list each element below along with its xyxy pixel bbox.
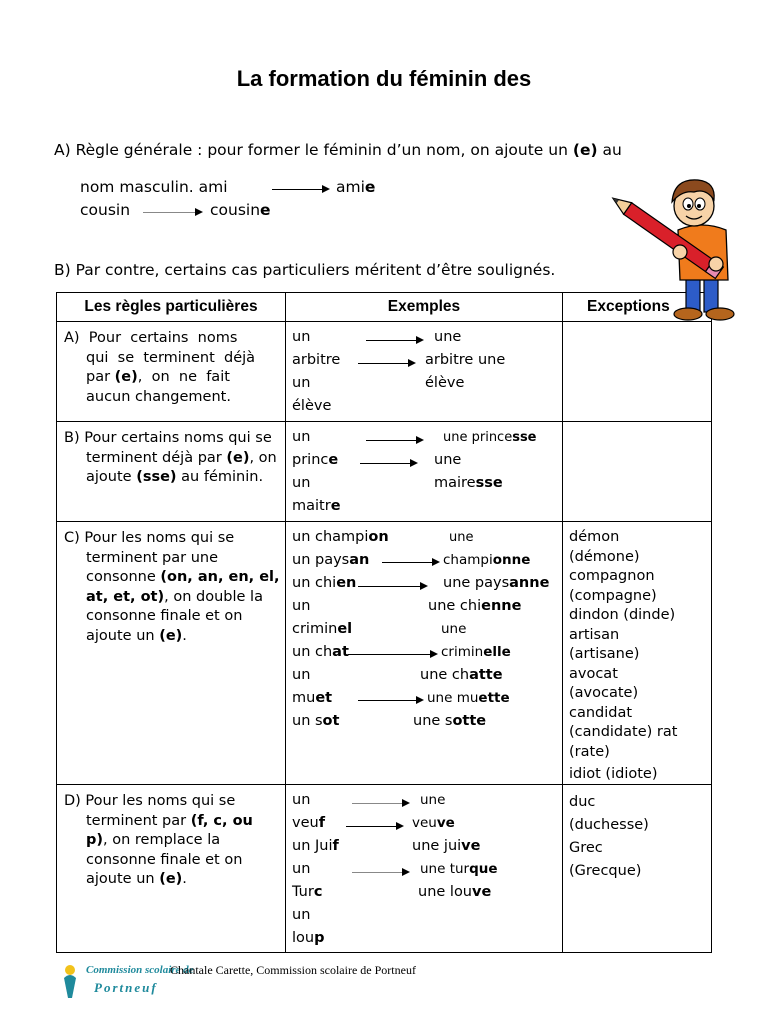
rule-text-b (64, 429, 277, 488)
rule-d-bold: (e) (159, 871, 183, 887)
rule-b-line (64, 468, 262, 488)
rule-b-text: au féminin. (176, 469, 264, 485)
exceptions-list-d (569, 791, 709, 883)
example-amie (336, 178, 375, 197)
example-word: arbitre une (425, 352, 506, 368)
example-stem: maire (434, 475, 476, 491)
rule-a-text: par (86, 369, 115, 385)
cousine-ending: e (260, 201, 271, 219)
example-ending: e (328, 452, 339, 468)
exception-item: dindon (dinde) (569, 607, 676, 623)
arrow-icon (346, 826, 402, 827)
example-stem: maitr (292, 498, 331, 514)
example-ending: e (330, 498, 341, 514)
rule-c-bold: at, et, ot) (86, 588, 165, 605)
exception-item: artisan (569, 626, 620, 643)
rule-c-line (64, 627, 262, 647)
rule-d-text: ajoute un (86, 871, 160, 887)
arrow-icon (352, 803, 408, 804)
examples-cell-b (286, 422, 563, 522)
example-ending: sse (475, 475, 503, 491)
rule-c-line: terminent par une (86, 549, 219, 566)
example-word: une (434, 329, 462, 345)
example-word: un (292, 329, 311, 345)
arrow-icon (272, 189, 328, 190)
arrow-icon (358, 586, 426, 587)
rule-c-text: consonne (86, 569, 161, 585)
exception-item: (rate) (569, 743, 610, 760)
rule-c-line: consonne finale et on (86, 608, 243, 624)
cousine-stem: cousin (210, 201, 261, 219)
exception-item: démon (569, 529, 620, 545)
footer-credit: Chantale Carette, Commission scolaire de Portneuf (170, 963, 416, 977)
exception-item: Grec (569, 840, 603, 856)
exceptions-list-c (569, 528, 709, 785)
amie-stem: ami (336, 178, 365, 196)
page-title: La formation du féminin des (236, 66, 532, 91)
table-row-a (57, 322, 712, 422)
exceptions-cell-b (563, 422, 712, 522)
example-word: un (292, 475, 311, 491)
general-rule-suffix: au (597, 141, 622, 159)
rule-cell-b (57, 422, 286, 522)
logo-text-line1: Commission scolaire de (86, 964, 194, 976)
rule-a-line: aucun changement. (86, 388, 231, 405)
general-rule-bold: (e) (572, 141, 598, 159)
rule-b-bold: (e) (226, 449, 250, 466)
example-word: élève (292, 398, 332, 414)
rule-b-line: B) Pour certains noms qui se (64, 430, 272, 446)
rules-table (56, 292, 712, 953)
example-word: un (292, 375, 311, 391)
rule-c-bold: (e) (159, 627, 183, 644)
general-rule-line1 (54, 141, 622, 160)
table-row-c (57, 522, 712, 785)
example-word: une (434, 452, 462, 468)
exception-item: compagnon (569, 568, 655, 584)
header-examples: Exemples (286, 293, 563, 322)
rule-c-text: . (182, 627, 187, 644)
rule-a-line: qui se terminent déjà (86, 349, 256, 366)
header-exceptions-label: Exceptions (587, 298, 670, 315)
rule-text-a (64, 329, 262, 407)
table-row-d (57, 785, 712, 953)
examples-cell-a (286, 322, 563, 422)
rule-c-bold: (on, an, en, el, (160, 569, 280, 585)
exception-item: duc (569, 794, 596, 810)
rule-c-line (64, 568, 280, 588)
exception-item: (Grecque) (569, 863, 642, 879)
exception-item: (artisane) (569, 646, 640, 662)
exception-item: (candidate) rat (569, 724, 678, 740)
exception-item: (démone) (569, 548, 640, 565)
rule-d-bold: p) (86, 832, 104, 848)
general-rule-text: A) Règle générale : pour former le féminin d’un nom, on ajoute un (54, 141, 573, 159)
example-stem: une prince (443, 430, 513, 445)
rule-d-line: consonne finale et on (86, 851, 243, 868)
examples-cell-c: un champion une un paysan championne un chien une paysanne un une chienne criminel une un chat criminelle un une chatte muet une muette un sot une sotte (286, 522, 563, 785)
amie-ending: e (364, 178, 376, 196)
rule-b-text: terminent déjà par (86, 449, 227, 466)
example-stem: princ (292, 452, 329, 468)
rule-text-d (64, 792, 262, 890)
exception-item: (duchesse) (569, 817, 649, 833)
example-word (434, 474, 503, 493)
arrow-icon (360, 463, 416, 464)
example-word: un (292, 429, 311, 445)
example-word: élève (425, 375, 465, 391)
example-ending: sse (512, 430, 537, 445)
rule-c-text: ajoute un (86, 627, 160, 644)
rule-d-text: terminent par (86, 812, 191, 829)
rule-b-bold: (sse) (136, 469, 177, 485)
arrow-icon (352, 872, 408, 873)
rule-a-bold: (e) (114, 369, 138, 385)
rule-c-text: , on double la (164, 588, 263, 605)
rule-text-c (64, 529, 280, 646)
rule-a-line (64, 368, 262, 388)
exceptions-cell-c (563, 522, 712, 785)
rule-cell-c (57, 522, 286, 785)
logo-text-line2: Portneuf (94, 980, 158, 995)
example-word (292, 497, 341, 516)
arrow-icon (358, 700, 422, 701)
arrow-icon (143, 212, 201, 213)
example-cousine (210, 201, 271, 220)
exception-item: (avocate) (569, 685, 639, 701)
rule-b-text: , on (249, 449, 277, 466)
arrow-icon (358, 363, 414, 364)
rule-d-line: D) Pour les noms qui se (64, 793, 236, 809)
arrow-icon (366, 440, 422, 441)
rule-b-line (64, 449, 277, 469)
rule-a-line: A) Pour certains noms (64, 330, 238, 346)
particular-cases-intro: B) Par contre, certains cas particuliers méritent d’être soulignés. (54, 261, 556, 279)
example-line-ami (80, 178, 228, 197)
header-rules: Les règles particulières (57, 293, 286, 322)
exception-item: idiot (idiote) (569, 766, 658, 782)
exceptions-cell-d (563, 785, 712, 953)
rule-cell-a (57, 322, 286, 422)
table-row-b (57, 422, 712, 522)
example-word: arbitre (292, 352, 341, 368)
rule-d-line (64, 812, 262, 832)
exception-item: (compagne) (569, 587, 657, 604)
example-word (443, 428, 537, 447)
examples-cell-d: un une veuf veuve un Juif une juive un une turque Turc une louve un loup (286, 785, 563, 953)
rule-c-line: C) Pour les noms qui se (64, 530, 235, 546)
rule-c-line (64, 588, 262, 608)
logo-figure-icon (58, 962, 82, 1000)
exception-item: avocat (569, 665, 618, 682)
school-board-logo (58, 962, 194, 1002)
rule-b-text: ajoute (86, 469, 137, 485)
arrow-icon (382, 562, 438, 563)
rule-a-text: , on ne fait (137, 369, 230, 385)
exceptions-cell-a (563, 322, 712, 422)
rule-d-text: . (182, 871, 187, 887)
rule-d-line (64, 870, 262, 890)
arrow-icon (348, 654, 436, 655)
rule-d-bold: (f, c, ou (190, 812, 253, 829)
rule-cell-d (57, 785, 286, 953)
example-word (292, 451, 338, 470)
rule-d-text: , on remplace la (103, 832, 221, 848)
rule-d-line (64, 831, 262, 851)
example-cousin: cousin (80, 201, 131, 219)
boy-with-pencil-illustration (608, 168, 748, 324)
arrow-icon (366, 340, 422, 341)
example-ami-text: nom masculin. ami (80, 178, 228, 196)
exception-item: candidat (569, 704, 633, 721)
